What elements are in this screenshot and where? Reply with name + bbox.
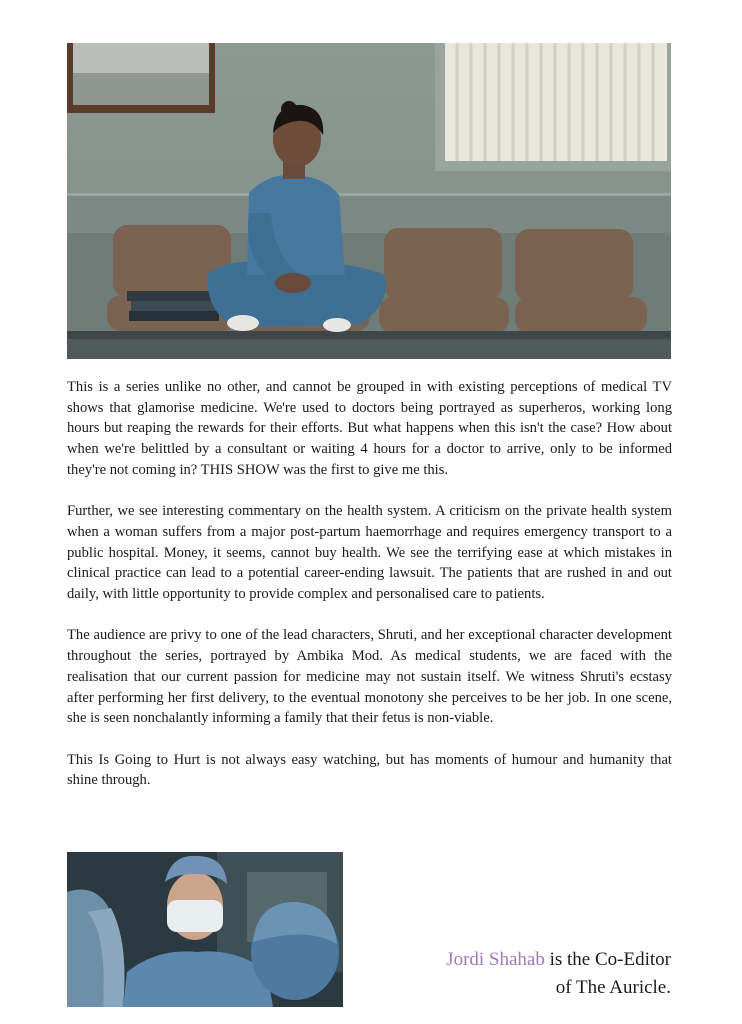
article-paragraph: This is a series unlike no other, and cannot be grouped in with existing perceptions of medical TV shows that glamorise medicine. We're used to doctors being portrayed as superheros, working long hours but reaping the rewards for their efforts. But what happens when this isn't the case? How about when we're belittled by a consultant or waiting 4 hours for a doctor to arrive, only to be informed they're not coming in? THIS SHOW was the first to give me this.: [67, 379, 672, 478]
hero-photo: [67, 43, 671, 359]
surgeon-photo: [67, 852, 343, 1007]
article-paragraph: This Is Going to Hurt is not always easy watching, but has moments of humour and humanity that shine through.: [67, 751, 672, 789]
author-name: Jordi Shahab: [446, 949, 545, 970]
article-paragraph: Further, we see interesting commentary on the health system. A criticism on the private health system when a woman suffers from a major post-partum haemorrhage and requires emergency transport to a public hospital. Money, it seems, cannot buy health. We see the terrifying ease at which mistakes in clinical practice can lead to a potential career-ending lawsuit. The patients that are rushed in and out daily, with little opportunity to provide complex and personalised care to patients.: [67, 503, 672, 603]
hero-photo-illustration: [67, 43, 671, 359]
byline-line-2: of The Auricle.: [555, 977, 671, 998]
article-body: [67, 377, 672, 812]
surgeon-photo-illustration: [67, 852, 343, 1007]
article-paragraph: The audience are privy to one of the lead characters, Shruti, and her exceptional character development throughout the series, portrayed by Ambika Mod. As medical students, we are faced with the realisation that our current passion for medicine may not sustain itself. We witness Shruti's ecstasy after performing her first delivery, to the eventual monotony she perceives to be her job. In one scene, she is seen nonchalantly informing a family that their fetus is non-viable.: [67, 627, 672, 727]
author-byline: [381, 946, 671, 1002]
byline-line-1: [381, 946, 671, 974]
author-role: is the Co-Editor: [544, 949, 671, 970]
